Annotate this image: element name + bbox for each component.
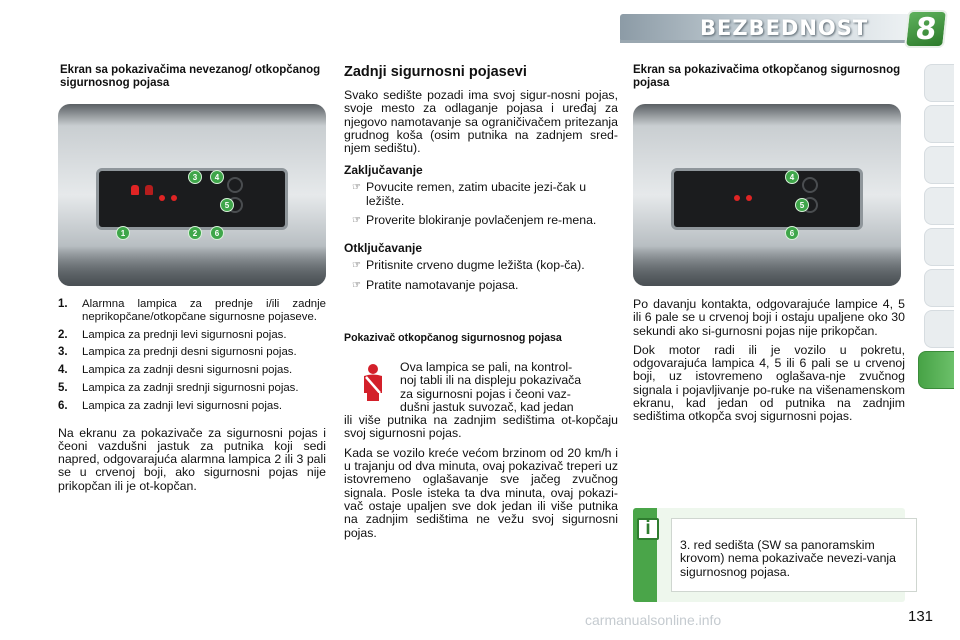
- section-heading-unbuckled-display-rear: Ekran sa pokazivačima otkopčanog sigurnosnog pojasa: [633, 64, 901, 89]
- indicator-badge: 3: [188, 170, 202, 184]
- watermark: carmanualsonline.info: [585, 612, 722, 628]
- indicator-badge: 5: [220, 198, 234, 212]
- seatbelt-warning-icon: [358, 363, 388, 403]
- seat-red-icon: [131, 185, 139, 195]
- indicator-panel: [671, 168, 864, 230]
- indicator-badge: 4: [210, 170, 224, 184]
- indicator-badge: 4: [785, 170, 799, 184]
- list-item: ☞ Proverite blokiranje povlačenjem re-mena.: [344, 214, 618, 227]
- column-middle: [344, 64, 618, 540]
- indicator-badge: 1: [116, 226, 130, 240]
- chapter-tab-1[interactable]: [924, 64, 954, 102]
- airbag-off-icon: [802, 177, 818, 193]
- subheading-unlocking: Otključavanje: [344, 241, 423, 256]
- chapter-tabs: [924, 64, 954, 392]
- chapter-number: 8: [904, 10, 948, 48]
- chapter-tab-4[interactable]: [924, 187, 954, 225]
- paragraph: Dok motor radi ili je vozilo u pokretu, odgovarajuća lampica 4, 5 ili 6 pali se u crvenoj boji, uz istovremeno oglašava-nje zvučnog signala i pojavljivanje po-ruke na višenamenskom ekranu, kad jedan od putnika na zadnjim sedištima otkopča svoj sigurnosni pojas.: [633, 342, 905, 424]
- list-item: 5. Lampica za zadnji srednji sigurnosni pojas.: [58, 381, 299, 394]
- list-item: 4. Lampica za zadnji desni sigurnosni pojas.: [58, 364, 293, 377]
- subheading-warning-indicator: Pokazivač otkopčanog sigurnosnog pojasa: [344, 331, 562, 344]
- indicator-badge: 6: [785, 226, 799, 240]
- list-item: 6. Lampica za zadnji levi sigurnosni pojas.: [58, 399, 283, 412]
- info-icon: i: [637, 518, 659, 540]
- column-right: [633, 64, 905, 424]
- seat-red-icon: [159, 195, 165, 201]
- indicator-badge: 5: [795, 198, 809, 212]
- paragraph: Kada se vozilo kreće većom brzinom od 20 km/h i u trajanju od dva minuta, ovaj pokazivač treperi uz istovremeno oglašavanje sve jačeg zvučnog signala. Posle isteka ta dva minuta, ovaj pokazi-vač ostaje upaljen sve dok jedan ili više putnika na zadnjim sedištima ne vežu svoj sigurnosni pojas.: [344, 445, 618, 540]
- chapter-tab-2[interactable]: [924, 105, 954, 143]
- section-heading-unbuckled-display: Ekran sa pokazivačima nevezanog/ otkopčanog sigurnosnog pojasa: [60, 64, 321, 89]
- list-item: 2. Lampica za prednji levi sigurnosni pojas.: [58, 328, 287, 341]
- seat-red-icon: [145, 185, 153, 195]
- hand-pointer-icon: ☞: [352, 260, 361, 272]
- chapter-tab-8-active[interactable]: [918, 351, 954, 389]
- seat-red-icon: [171, 195, 177, 201]
- list-item: ☞ Pratite namotavanje pojasa.: [344, 279, 618, 292]
- dashboard-display-photo-1: [58, 104, 326, 286]
- chapter-tab-7[interactable]: [924, 310, 954, 348]
- paragraph: Svako sedište pozadi ima svoj sigur-nosni pojas, svoje mesto za odlaganje pojasa i uređaj za njegovo namotavanje sa ograničivačem pritezanja grudnog koša (osim putnika na zadnjem sred-njem sedištu).: [344, 88, 618, 156]
- warning-block: Ova lampica se pali, na kontrol- noj tabli ili na displeju pokazivača za sigurnosni pojas i čeoni vaz- dušni jastuk suvozač, kad jedan ili više putnika na zadnjim sedištima ot-kopčaju svoj sigurnosni pojas.: [344, 359, 618, 441]
- page-title: BEZBEDNOST: [700, 16, 869, 40]
- info-text: 3. red sedišta (SW sa panoramskim krovom) nema pokazivače nevezi-vanja sigurnosnog pojasa.: [671, 518, 917, 592]
- list-item: 1. Alarmna lampica za prednje i/ili zadnje neprikopčane/otkopčane sigurnosne pojaseve.: [58, 298, 326, 323]
- list-item: 3. Lampica za prednji desni sigurnosni pojas.: [58, 346, 297, 359]
- chapter-tab-5[interactable]: [924, 228, 954, 266]
- indicator-legend: [58, 298, 326, 413]
- list-item: ☞ Povucite remen, zatim ubacite jezi-čak u ležište.: [344, 181, 618, 208]
- paragraph: Na ekranu za pokazivače za sigurnosni pojas i čeoni vazdušni jastuk za putnika koji sedi napred, odgovarajuća alarmna lampica 2 ili 3 pali se u crvenoj boji, ako sigurnosni pojas nije prikopčan ili je ot-kopčan.: [58, 425, 326, 493]
- subheading-locking: Zaključavanje: [344, 163, 423, 178]
- paragraph: Po davanju kontakta, odgovarajuće lampice 4, 5 ili 6 pale se u crvenoj boji i ostaju upaljene oko 30 sekundi ako si-gurnosni pojas nije prikopčan.: [633, 297, 905, 338]
- list-item: ☞ Pritisnite crveno dugme ležišta (kop-ča).: [344, 259, 618, 272]
- indicator-badge: 6: [210, 226, 224, 240]
- hand-pointer-icon: ☞: [352, 182, 361, 194]
- hand-pointer-icon: ☞: [352, 279, 361, 291]
- seat-red-icon: [746, 195, 752, 201]
- chapter-tab-6[interactable]: [924, 269, 954, 307]
- airbag-off-icon: [227, 177, 243, 193]
- header-rule: [620, 40, 920, 43]
- dashboard-display-photo-2: [633, 104, 901, 286]
- indicator-badge: 2: [188, 226, 202, 240]
- page-number: 131: [908, 608, 934, 625]
- column-left: [58, 64, 326, 493]
- section-title-rear-belts: Zadnji sigurnosni pojasevi: [344, 64, 527, 80]
- chapter-tab-3[interactable]: [924, 146, 954, 184]
- info-box: [633, 508, 905, 602]
- seat-red-icon: [734, 195, 740, 201]
- hand-pointer-icon: ☞: [352, 215, 361, 227]
